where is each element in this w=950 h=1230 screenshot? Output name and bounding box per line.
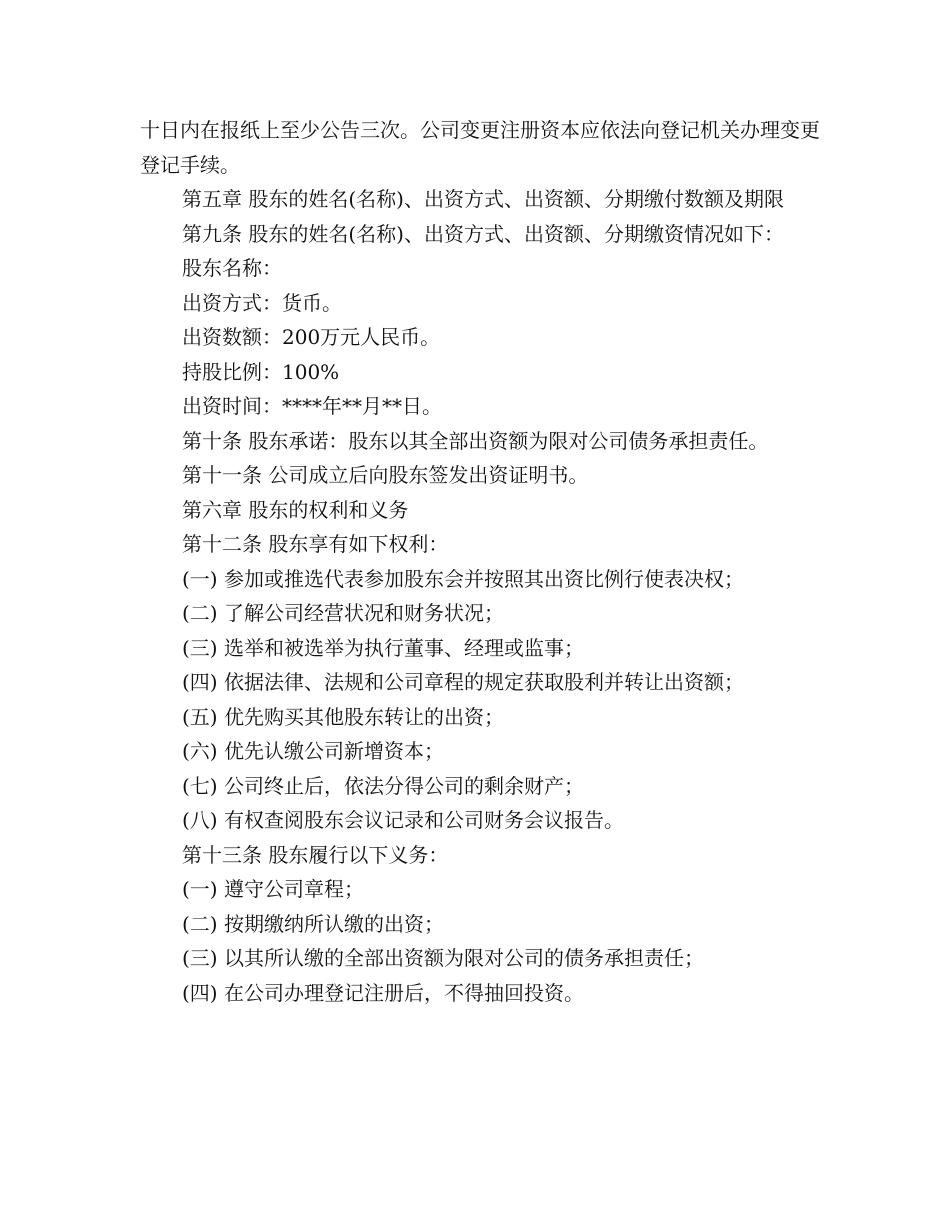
obligation-item-4: (四) 在公司办理登记注册后，不得抽回投资。 — [182, 980, 584, 1005]
right-item-2: (二) 了解公司经营状况和财务状况； — [182, 601, 504, 625]
shareholding-ratio-line: 持股比例：100% — [182, 359, 340, 384]
article-ten: 第十条 股东承诺：股东以其全部出资额为限对公司债务承担责任。 — [182, 428, 769, 453]
right-item-4: (四) 依据法律、法规和公司章程的规定获取股利并转让出资额； — [182, 670, 744, 694]
article-thirteen: 第十三条 股东履行以下义务： — [182, 842, 449, 867]
paragraph-registration-notice: 十日内在报纸上至少公告三次。公司变更注册资本应依法向登记机关办理变更登记手续。 — [140, 118, 820, 177]
obligation-item-2: (二) 按期缴纳所认缴的出资； — [182, 911, 444, 936]
contribution-amount-line: 出资数额：200万元人民币。 — [182, 325, 441, 349]
obligation-item-3: (三) 以其所认缴的全部出资额为限对公司的债务承担责任； — [182, 946, 704, 970]
contribution-date-line: 出资时间：****年**月**日。 — [182, 394, 442, 418]
article-eleven: 第十一条 公司成立后向股东签发出资证明书。 — [182, 463, 589, 487]
right-item-1: (一) 参加或推选代表参加股东会并按照其出资比例行使表决权； — [182, 566, 744, 591]
shareholder-name-line: 股东名称： — [182, 256, 282, 280]
article-nine: 第九条 股东的姓名(名称)、出资方式、出资额、分期缴资情况如下： — [182, 221, 784, 246]
right-item-8: (八) 有权查阅股东会议记录和公司财务会议报告。 — [182, 808, 624, 832]
document-body — [140, 113, 820, 1010]
right-item-7: (七) 公司终止后，依法分得公司的剩余财产； — [182, 773, 584, 798]
right-item-3: (三) 选举和被选举为执行董事、经理或监事； — [182, 635, 584, 660]
right-item-5: (五) 优先购买其他股东转让的出资； — [182, 704, 504, 729]
contribution-method-line: 出资方式：货币。 — [182, 290, 342, 315]
article-twelve: 第十二条 股东享有如下权利： — [182, 532, 449, 556]
chapter-six-heading: 第六章 股东的权利和义务 — [182, 497, 409, 522]
obligation-item-1: (一) 遵守公司章程； — [182, 877, 364, 901]
chapter-five-heading: 第五章 股东的姓名(名称)、出资方式、出资额、分期缴付数额及期限 — [182, 187, 784, 211]
right-item-6: (六) 优先认缴公司新增资本； — [182, 739, 444, 763]
